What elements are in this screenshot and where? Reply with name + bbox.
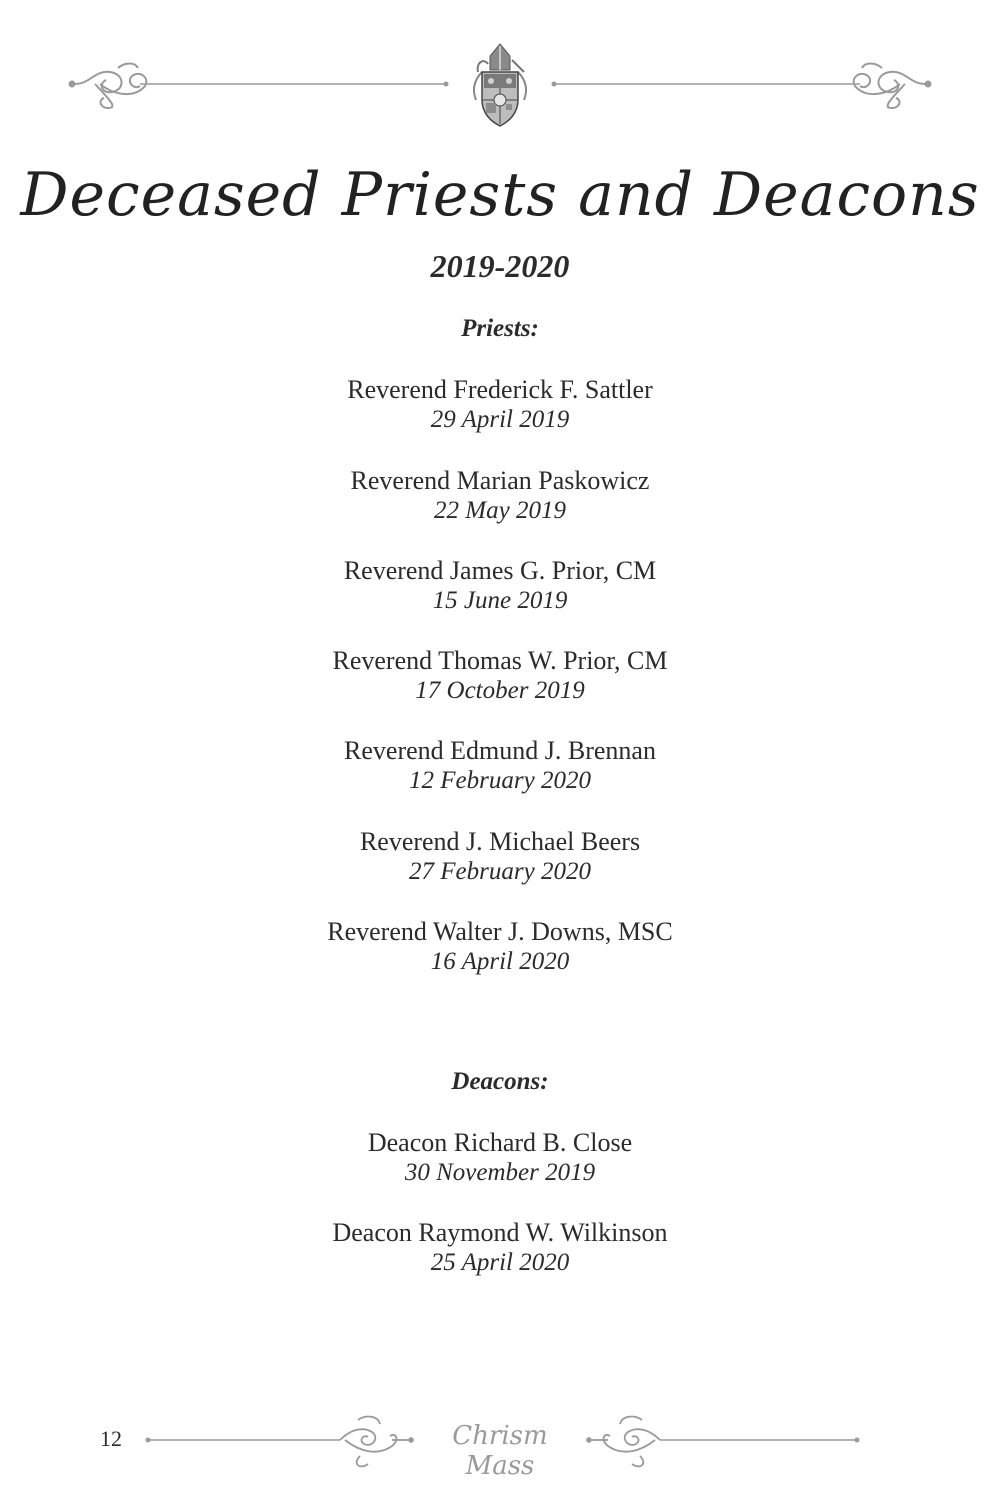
list-item bbox=[0, 1128, 1000, 1188]
entry-name: Reverend Edmund J. Brennan bbox=[344, 736, 656, 765]
entry-date: 16 April 2020 bbox=[430, 948, 570, 975]
priests-heading: Priests: bbox=[461, 315, 539, 342]
years-subtitle: 2019-2020 bbox=[430, 248, 570, 284]
page-number: 12 bbox=[100, 1426, 122, 1451]
entry-date: 25 April 2020 bbox=[430, 1249, 570, 1276]
deacons-heading: Deacons: bbox=[451, 1068, 549, 1095]
flourish-icon bbox=[854, 64, 931, 109]
flourish-icon bbox=[340, 1417, 413, 1467]
entry-name: Reverend J. Michael Beers bbox=[359, 827, 641, 856]
entry-name: Reverend Frederick F. Sattler bbox=[347, 375, 653, 404]
list-item bbox=[0, 736, 1000, 796]
footer-text: Chrism Mass bbox=[452, 1421, 548, 1481]
entry-name: Reverend Walter J. Downs, MSC bbox=[327, 917, 673, 946]
list-item bbox=[0, 827, 1000, 887]
entry-date: 17 October 2019 bbox=[415, 677, 585, 704]
entry-name: Deacon Richard B. Close bbox=[367, 1128, 633, 1157]
entry-name: Deacon Raymond W. Wilkinson bbox=[332, 1218, 668, 1247]
list-item bbox=[0, 646, 1000, 706]
flourish-icon bbox=[587, 1417, 660, 1467]
list-item bbox=[0, 466, 1000, 526]
list-item bbox=[0, 1218, 1000, 1278]
flourish-icon bbox=[70, 64, 147, 109]
entry-date: 22 May 2019 bbox=[434, 497, 566, 524]
entry-name: Reverend Marian Paskowicz bbox=[350, 466, 650, 495]
entry-date: 30 November 2019 bbox=[404, 1159, 596, 1186]
page-title: Deceased Priests and Deacons bbox=[20, 160, 980, 230]
entry-date: 15 June 2019 bbox=[432, 587, 568, 614]
header-ornament bbox=[0, 40, 1000, 140]
list-item bbox=[0, 375, 1000, 435]
entry-date: 29 April 2019 bbox=[430, 406, 570, 433]
entry-name: Reverend James G. Prior, CM bbox=[343, 556, 657, 585]
entry-date: 27 February 2020 bbox=[409, 858, 591, 885]
entry-date: 12 February 2020 bbox=[409, 767, 591, 794]
entry-name: Reverend Thomas W. Prior, CM bbox=[332, 646, 668, 675]
coat-of-arms-icon bbox=[474, 44, 526, 126]
list-item bbox=[0, 917, 1000, 977]
list-item bbox=[0, 556, 1000, 616]
